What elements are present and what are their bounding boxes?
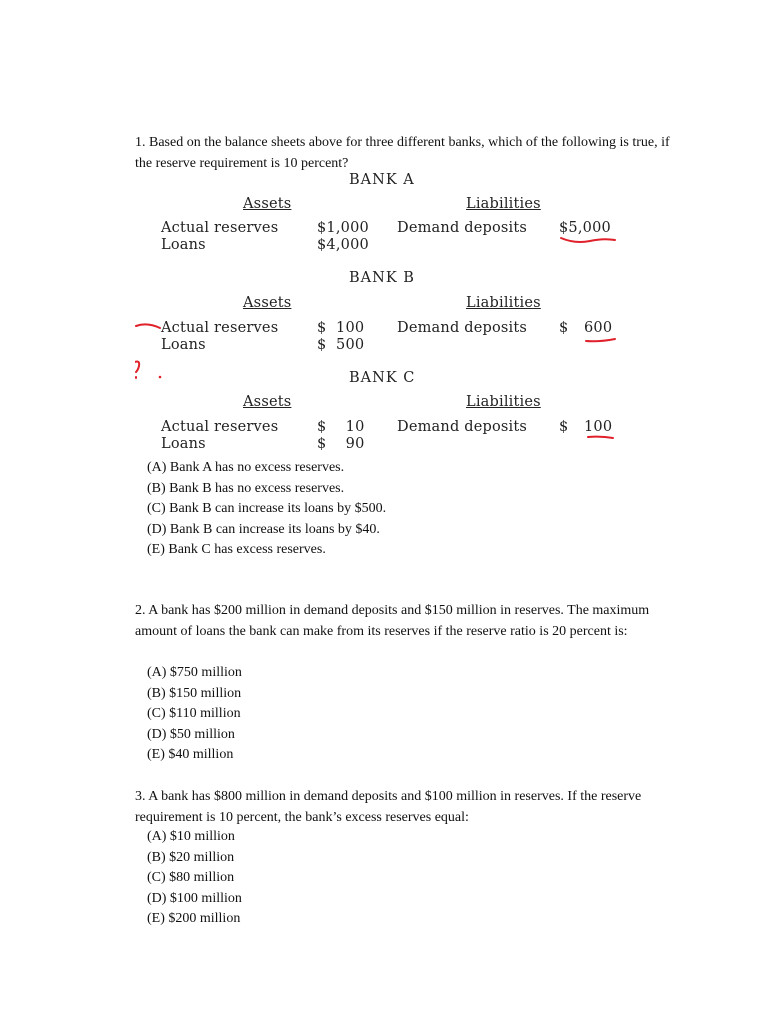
bank-c-liabilities-header: Liabilities <box>466 394 541 410</box>
bank-c-loans-label: Loans <box>161 436 206 452</box>
q1-option-d[interactable]: (D) Bank B can increase its loans by $40. <box>147 521 380 537</box>
mark-bank-b-reserves <box>136 324 160 328</box>
bank-b-loans-label: Loans <box>161 337 206 353</box>
question-1-stem: 1. Based on the balance sheets above for three different banks, which of the following is true, if the reserve requirement is 10 percent? <box>135 135 670 171</box>
question-1-options <box>147 458 386 561</box>
q3-option-d[interactable]: (D) $100 million <box>147 890 242 906</box>
underline-bank-c-deposits <box>588 437 613 438</box>
question-mark-annotation <box>135 362 139 379</box>
q2-option-c[interactable]: (C) $110 million <box>147 706 241 721</box>
bank-c-assets-header: Assets <box>243 394 292 410</box>
bank-a-deposits-label: Demand deposits <box>397 220 528 236</box>
bank-b-deposits-value: 600 <box>584 320 613 336</box>
q3-option-e[interactable]: (E) $200 million <box>147 911 241 926</box>
balance-sheet-figure <box>135 172 623 462</box>
q2-option-b[interactable]: (B) $150 million <box>147 685 242 701</box>
question-3-stem: 3. A bank has $800 million in demand deposits and $100 million in reserves. If the reserve requirement is 10 percent, the bank’s excess reserves equal: <box>135 789 642 825</box>
bank-b-title: BANK B <box>349 270 415 286</box>
bank-a-loans-value: $4,000 <box>317 237 369 253</box>
bank-c-deposits-currency: $ <box>559 419 569 435</box>
bank-b-deposits-label: Demand deposits <box>397 320 528 336</box>
bank-b-reserves-label: Actual reserves <box>161 320 279 336</box>
bank-a-reserves-label: Actual reserves <box>161 220 279 236</box>
dot-annotation <box>159 376 162 379</box>
question-2-stem: 2. A bank has $200 million in demand deposits and $150 million in reserves. The maximum amount of loans the bank can make from its reserves if the reserve ratio is 20 percent is: <box>135 603 650 639</box>
question-2-options <box>147 663 242 766</box>
question-3-options <box>147 827 242 930</box>
q1-option-e[interactable]: (E) Bank C has excess reserves. <box>147 542 326 557</box>
underline-bank-b-deposits <box>586 339 615 341</box>
bank-a-title: BANK A <box>349 172 415 188</box>
bank-a-assets-header: Assets <box>243 196 292 212</box>
q1-option-b[interactable]: (B) Bank B has no excess reserves. <box>147 480 345 496</box>
q1-option-c[interactable]: (C) Bank B can increase its loans by $500. <box>147 501 387 516</box>
q3-option-b[interactable]: (B) $20 million <box>147 849 235 865</box>
bank-b-loans-value: $ 500 <box>317 337 365 353</box>
q2-option-e[interactable]: (E) $40 million <box>147 747 234 762</box>
bank-b-reserves-value: $ 100 <box>317 320 365 336</box>
q2-option-d[interactable]: (D) $50 million <box>147 726 235 742</box>
bank-c-title: BANK C <box>349 370 416 386</box>
bank-c-reserves-value: $ 10 <box>317 419 365 435</box>
q3-option-a[interactable]: (A) $10 million <box>147 829 235 844</box>
q2-option-a[interactable]: (A) $750 million <box>147 665 242 680</box>
bank-a-loans-label: Loans <box>161 237 206 253</box>
underline-bank-a-deposits <box>561 238 615 242</box>
bank-a-deposits-value: $5,000 <box>559 220 611 236</box>
bank-c-deposits-label: Demand deposits <box>397 419 528 435</box>
bank-b-deposits-currency: $ <box>559 320 569 336</box>
bank-c-deposits-value: 100 <box>584 419 613 435</box>
bank-b-assets-header: Assets <box>243 295 292 311</box>
bank-a-liabilities-header: Liabilities <box>466 196 541 212</box>
bank-a-reserves-value: $1,000 <box>317 220 369 236</box>
bank-b-liabilities-header: Liabilities <box>466 295 541 311</box>
bank-c-reserves-label: Actual reserves <box>161 419 279 435</box>
bank-c-loans-value: $ 90 <box>317 436 365 452</box>
q3-option-c[interactable]: (C) $80 million <box>147 870 235 885</box>
q1-option-a[interactable]: (A) Bank A has no excess reserves. <box>147 460 345 475</box>
